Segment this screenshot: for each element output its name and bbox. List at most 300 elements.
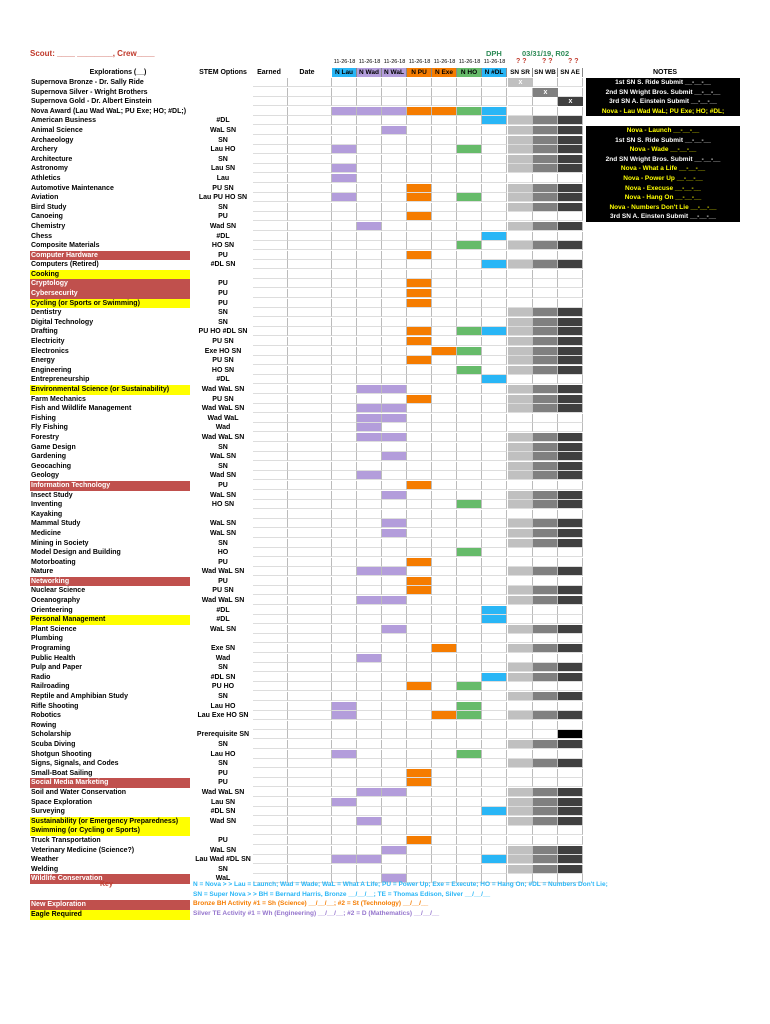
date-entry-cell[interactable]	[288, 625, 332, 634]
requirement-cell-ho	[457, 299, 482, 308]
earned-cell[interactable]	[253, 270, 288, 279]
earned-cell[interactable]	[253, 759, 288, 768]
requirement-cell-wb	[533, 625, 558, 634]
requirement-cell-exe	[432, 155, 457, 164]
requirement-cell-wb	[533, 107, 558, 116]
requirement-cell-exe	[432, 452, 457, 461]
requirement-cell-dl	[482, 78, 507, 87]
earned-cell[interactable]	[253, 625, 288, 634]
earned-cell[interactable]	[253, 702, 288, 711]
earned-cell[interactable]	[253, 375, 288, 384]
requirement-cell-sr	[508, 203, 533, 212]
requirement-cell-ho	[457, 337, 482, 346]
earned-cell[interactable]	[253, 798, 288, 807]
earned-cell[interactable]	[253, 644, 288, 653]
earned-cell[interactable]	[253, 865, 288, 874]
date-entry-cell[interactable]	[288, 375, 332, 384]
earned-cell[interactable]	[253, 318, 288, 327]
requirement-cell-sr	[508, 577, 533, 586]
requirement-cell-ae	[558, 682, 583, 691]
date-entry-cell[interactable]	[288, 443, 332, 452]
earned-cell[interactable]	[253, 481, 288, 490]
requirement-cell-pu	[407, 500, 432, 509]
exploration-name: Surveying	[31, 808, 65, 816]
requirement-cell-exe	[432, 491, 457, 500]
date-entry-cell[interactable]	[288, 529, 332, 538]
requirement-cell-wb	[533, 184, 558, 193]
date-entry-cell[interactable]	[288, 510, 332, 519]
date-entry-cell[interactable]	[288, 193, 332, 202]
requirement-cell-dl	[482, 222, 507, 231]
date-entry-cell[interactable]	[288, 308, 332, 317]
date-entry-cell[interactable]	[288, 596, 332, 605]
stem-options: Exe HO SN	[204, 347, 242, 355]
date-entry-cell[interactable]	[288, 807, 332, 816]
requirement-cell-pu	[407, 778, 432, 787]
date-entry-cell[interactable]	[288, 606, 332, 615]
date-entry-cell[interactable]	[288, 251, 332, 260]
requirement-cell-lau	[332, 395, 357, 404]
date-entry-cell[interactable]	[288, 452, 332, 461]
date-entry-cell[interactable]	[288, 289, 332, 298]
date-entry-cell[interactable]	[288, 826, 332, 835]
requirement-cell-wad	[357, 471, 382, 480]
date-entry-cell[interactable]	[288, 145, 332, 154]
requirement-cell-wb	[533, 548, 558, 557]
earned-cell[interactable]	[253, 586, 288, 595]
requirement-cell-sr	[508, 289, 533, 298]
earned-cell[interactable]	[253, 232, 288, 241]
date-entry-cell[interactable]	[288, 126, 332, 135]
exploration-name: Electronics	[31, 347, 69, 355]
requirement-cell-ae	[558, 452, 583, 461]
date-entry-cell[interactable]	[288, 232, 332, 241]
earned-cell[interactable]	[253, 289, 288, 298]
date-entry-cell[interactable]	[288, 798, 332, 807]
date-entry-cell[interactable]	[288, 356, 332, 365]
requirement-cell-ho	[457, 673, 482, 682]
date-entry-cell[interactable]	[288, 97, 332, 106]
requirement-cell-ae	[558, 500, 583, 509]
requirement-cell-wb	[533, 481, 558, 490]
date-entry-cell[interactable]	[288, 260, 332, 269]
requirement-cell-wb	[533, 443, 558, 452]
requirement-cell-wal	[382, 769, 407, 778]
requirement-cell-wad	[357, 711, 382, 720]
earned-cell[interactable]	[253, 251, 288, 260]
earned-cell[interactable]	[253, 778, 288, 787]
requirement-cell-ho	[457, 279, 482, 288]
requirement-cell-dl	[482, 817, 507, 826]
requirement-cell-lau	[332, 337, 357, 346]
requirement-cell-pu	[407, 865, 432, 874]
date-entry-cell[interactable]	[288, 491, 332, 500]
earned-cell[interactable]	[253, 136, 288, 145]
earned-cell[interactable]	[253, 539, 288, 548]
requirement-cell-exe	[432, 116, 457, 125]
date-entry-cell[interactable]	[288, 279, 332, 288]
scout-crew-field[interactable]: Scout: ____ ________, Crew____	[30, 49, 155, 58]
date-entry-cell[interactable]	[288, 558, 332, 567]
date-entry-cell[interactable]	[288, 567, 332, 576]
requirement-cell-ho	[457, 606, 482, 615]
earned-cell[interactable]	[253, 443, 288, 452]
requirement-cell-ho	[457, 663, 482, 672]
requirement-cell-sr	[508, 184, 533, 193]
earned-cell[interactable]	[253, 577, 288, 586]
requirement-cell-exe	[432, 164, 457, 173]
requirement-cell-ae	[558, 788, 583, 797]
requirement-cell-sr	[508, 443, 533, 452]
earned-cell[interactable]	[253, 126, 288, 135]
requirement-cell-wal	[382, 78, 407, 87]
earned-cell[interactable]	[253, 711, 288, 720]
requirement-cell-wad	[357, 462, 382, 471]
date-entry-cell[interactable]	[288, 423, 332, 432]
requirement-cell-dl	[482, 395, 507, 404]
date-entry-cell[interactable]	[288, 740, 332, 749]
date-entry-cell[interactable]	[288, 615, 332, 624]
earned-cell[interactable]	[253, 260, 288, 269]
earned-cell[interactable]	[253, 184, 288, 193]
requirement-cell-pu	[407, 404, 432, 413]
requirement-cell-dl	[482, 788, 507, 797]
requirement-cell-lau	[332, 750, 357, 759]
exploration-name: Entrepreneurship	[31, 376, 90, 384]
requirement-cell-sr	[508, 404, 533, 413]
earned-cell[interactable]	[253, 510, 288, 519]
requirement-cell-exe	[432, 711, 457, 720]
date-entry-cell[interactable]	[288, 337, 332, 346]
requirement-cell-dl	[482, 596, 507, 605]
requirement-cell-wad	[357, 692, 382, 701]
key-new-label: New Exploration	[31, 901, 86, 908]
date-entry-cell[interactable]	[288, 846, 332, 855]
earned-cell[interactable]	[253, 279, 288, 288]
earned-cell[interactable]	[253, 155, 288, 164]
exploration-name: Computer Hardware	[30, 251, 190, 261]
earned-cell[interactable]	[253, 471, 288, 480]
earned-cell[interactable]	[253, 663, 288, 672]
stem-options: Lau PU HO SN	[198, 194, 248, 202]
date-entry-cell[interactable]	[288, 414, 332, 423]
requirement-cell-sr	[508, 855, 533, 864]
earned-cell[interactable]	[253, 356, 288, 365]
requirement-cell-sr	[508, 270, 533, 279]
earned-cell[interactable]	[253, 846, 288, 855]
date-entry-cell[interactable]	[288, 788, 332, 797]
date-entry-cell[interactable]	[288, 155, 332, 164]
earned-cell[interactable]	[253, 347, 288, 356]
requirement-cell-wad	[357, 452, 382, 461]
requirement-cell-exe	[432, 337, 457, 346]
earned-cell[interactable]	[253, 529, 288, 538]
exploration-name: Scuba Diving	[31, 740, 76, 748]
earned-cell[interactable]	[253, 567, 288, 576]
earned-cell[interactable]	[253, 673, 288, 682]
date-entry-cell[interactable]	[288, 433, 332, 442]
earned-cell[interactable]	[253, 193, 288, 202]
earned-cell[interactable]	[253, 145, 288, 154]
earned-cell[interactable]	[253, 606, 288, 615]
earned-cell[interactable]	[253, 682, 288, 691]
earned-cell[interactable]	[253, 107, 288, 116]
earned-cell[interactable]	[253, 769, 288, 778]
exploration-name: Welding	[31, 865, 59, 873]
exploration-name: Fishing	[31, 414, 56, 422]
earned-cell[interactable]	[253, 414, 288, 423]
date-entry-cell[interactable]	[288, 730, 332, 739]
requirement-cell-wad	[357, 174, 382, 183]
requirement-cell-sr	[508, 539, 533, 548]
earned-cell[interactable]	[253, 404, 288, 413]
requirement-cell-wad	[357, 807, 382, 816]
requirement-cell-lau	[332, 817, 357, 826]
requirement-cell-wb	[533, 78, 558, 87]
earned-cell[interactable]	[253, 615, 288, 624]
earned-cell[interactable]	[253, 222, 288, 231]
requirement-cell-exe	[432, 682, 457, 691]
requirement-cell-sr	[508, 308, 533, 317]
date-entry-cell[interactable]	[288, 750, 332, 759]
earned-cell[interactable]	[253, 692, 288, 701]
requirement-cell-ho	[457, 539, 482, 548]
date-entry-cell[interactable]	[288, 212, 332, 221]
date-entry-cell[interactable]	[288, 318, 332, 327]
exploration-name: Fly Fishing	[31, 424, 68, 432]
earned-cell[interactable]	[253, 491, 288, 500]
requirement-cell-wad	[357, 356, 382, 365]
earned-cell[interactable]	[253, 807, 288, 816]
requirement-cell-pu	[407, 539, 432, 548]
earned-cell[interactable]	[253, 116, 288, 125]
date-entry-cell[interactable]	[288, 366, 332, 375]
earned-cell[interactable]	[253, 164, 288, 173]
date-entry-cell[interactable]	[288, 817, 332, 826]
exploration-name: Bird Study	[31, 203, 67, 211]
requirement-cell-ae	[558, 606, 583, 615]
requirement-cell-dl	[482, 193, 507, 202]
date-entry-cell[interactable]	[288, 347, 332, 356]
date-entry-cell[interactable]	[288, 222, 332, 231]
stem-options: Wad WaL SN	[201, 597, 245, 605]
requirement-cell-ae	[558, 577, 583, 586]
requirement-cell-lau	[332, 212, 357, 221]
requirement-cell-pu	[407, 836, 432, 845]
earned-cell[interactable]	[253, 826, 288, 835]
date-entry-cell[interactable]	[288, 702, 332, 711]
earned-cell[interactable]	[253, 750, 288, 759]
earned-cell[interactable]	[253, 634, 288, 643]
requirement-cell-wal	[382, 740, 407, 749]
exploration-name: Athletics	[31, 174, 61, 182]
requirement-cell-wb	[533, 155, 558, 164]
requirement-cell-wal	[382, 778, 407, 787]
requirement-cell-wad	[357, 673, 382, 682]
date-entry-cell[interactable]	[288, 270, 332, 279]
date-entry-cell[interactable]	[288, 203, 332, 212]
earned-cell[interactable]	[253, 654, 288, 663]
earned-cell[interactable]	[253, 78, 288, 87]
earned-cell[interactable]	[253, 721, 288, 730]
date-entry-cell[interactable]	[288, 471, 332, 480]
requirement-cell-lau	[332, 596, 357, 605]
date-cell: 11-26-18	[408, 59, 431, 65]
earned-cell[interactable]	[253, 385, 288, 394]
requirement-cell-wal	[382, 855, 407, 864]
earned-cell[interactable]	[253, 97, 288, 106]
date-entry-cell[interactable]	[288, 577, 332, 586]
requirement-cell-wad	[357, 107, 382, 116]
earned-cell[interactable]	[253, 740, 288, 749]
earned-cell[interactable]	[253, 423, 288, 432]
date-entry-cell[interactable]	[288, 327, 332, 336]
requirement-cell-sr	[508, 136, 533, 145]
earned-cell[interactable]	[253, 836, 288, 845]
date-entry-cell[interactable]	[288, 865, 332, 874]
earned-cell[interactable]	[253, 558, 288, 567]
earned-cell[interactable]	[253, 500, 288, 509]
date-entry-cell[interactable]	[288, 404, 332, 413]
requirement-cell-dl	[482, 778, 507, 787]
date-entry-cell[interactable]	[288, 462, 332, 471]
stem-options: Wad SN	[209, 222, 237, 230]
earned-cell[interactable]	[253, 395, 288, 404]
earned-cell[interactable]	[253, 788, 288, 797]
requirement-cell-wb	[533, 395, 558, 404]
date-entry-cell[interactable]	[288, 673, 332, 682]
date-entry-cell[interactable]	[288, 721, 332, 730]
date-entry-cell[interactable]	[288, 663, 332, 672]
date-entry-cell[interactable]	[288, 184, 332, 193]
earned-cell[interactable]	[253, 817, 288, 826]
requirement-cell-exe	[432, 97, 457, 106]
note-line: Nova - Numbers Don't Lie __-__-__	[586, 203, 740, 213]
requirement-cell-ae	[558, 855, 583, 864]
exploration-name: Geology	[31, 472, 60, 480]
earned-cell[interactable]	[253, 212, 288, 221]
date-entry-cell[interactable]	[288, 759, 332, 768]
stem-options: Lau	[216, 174, 230, 182]
requirement-cell-ho	[457, 270, 482, 279]
earned-cell[interactable]	[253, 241, 288, 250]
stem-options: PU	[218, 299, 228, 307]
date-entry-cell[interactable]	[288, 519, 332, 528]
date-entry-cell[interactable]	[288, 395, 332, 404]
date-entry-cell[interactable]	[288, 692, 332, 701]
date-entry-cell[interactable]	[288, 107, 332, 116]
date-entry-cell[interactable]	[288, 654, 332, 663]
date-entry-cell[interactable]	[288, 548, 332, 557]
date-entry-cell[interactable]	[288, 299, 332, 308]
earned-cell[interactable]	[253, 462, 288, 471]
requirement-cell-lau	[332, 471, 357, 480]
date-entry-cell[interactable]	[288, 855, 332, 864]
date-entry-cell[interactable]	[288, 634, 332, 643]
requirement-cell-sr	[508, 395, 533, 404]
requirement-cell-wad	[357, 539, 382, 548]
earned-cell[interactable]	[253, 327, 288, 336]
date-entry-cell[interactable]	[288, 78, 332, 87]
requirement-cell-sr	[508, 347, 533, 356]
earned-cell[interactable]	[253, 730, 288, 739]
requirement-cell-dl	[482, 375, 507, 384]
date-entry-cell[interactable]	[288, 481, 332, 490]
requirement-cell-exe	[432, 174, 457, 183]
earned-cell[interactable]	[253, 308, 288, 317]
exploration-name: Animal Science	[31, 126, 83, 134]
date-entry-cell[interactable]	[288, 136, 332, 145]
requirement-cell-wal	[382, 539, 407, 548]
earned-cell[interactable]	[253, 855, 288, 864]
stem-options: Lau HO	[210, 750, 236, 758]
date-entry-cell[interactable]	[288, 500, 332, 509]
exploration-name: Nova Award (Lau Wad WaL; PU Exe; HO; #DL;)	[31, 107, 187, 115]
earned-cell[interactable]	[253, 88, 288, 97]
date-entry-cell[interactable]	[288, 164, 332, 173]
earned-cell[interactable]	[253, 337, 288, 346]
stem-options: Lau Exe HO SN	[197, 712, 249, 720]
requirement-cell-pu	[407, 558, 432, 567]
requirement-cell-ho	[457, 126, 482, 135]
date-entry-cell[interactable]	[288, 385, 332, 394]
date-entry-cell[interactable]	[288, 836, 332, 845]
requirement-cell-wal	[382, 375, 407, 384]
earned-cell[interactable]	[253, 596, 288, 605]
requirement-cell-wad	[357, 855, 382, 864]
date-entry-cell[interactable]	[288, 644, 332, 653]
earned-cell[interactable]	[253, 519, 288, 528]
earned-cell[interactable]	[253, 174, 288, 183]
date-entry-cell[interactable]	[288, 769, 332, 778]
requirement-cell-exe	[432, 778, 457, 787]
date-entry-cell[interactable]	[288, 586, 332, 595]
earned-cell[interactable]	[253, 299, 288, 308]
requirement-cell-ho	[457, 347, 482, 356]
exploration-name: Automotive Maintenance	[31, 184, 114, 192]
requirement-cell-wal	[382, 519, 407, 528]
date-entry-cell[interactable]	[288, 174, 332, 183]
earned-cell[interactable]	[253, 203, 288, 212]
stem-options: Wad WaL SN	[201, 788, 245, 796]
requirement-cell-wal	[382, 577, 407, 586]
requirement-cell-dl	[482, 606, 507, 615]
requirement-cell-wb	[533, 126, 558, 135]
requirement-cell-wal	[382, 212, 407, 221]
earned-cell[interactable]	[253, 452, 288, 461]
date-entry-cell[interactable]	[288, 711, 332, 720]
requirement-cell-wb	[533, 385, 558, 394]
requirement-cell-wad	[357, 702, 382, 711]
date-entry-cell[interactable]	[288, 116, 332, 125]
stem-options: SN	[218, 462, 228, 470]
requirement-cell-pu	[407, 241, 432, 250]
earned-cell[interactable]	[253, 366, 288, 375]
requirement-cell-wal	[382, 548, 407, 557]
date-entry-cell[interactable]	[288, 241, 332, 250]
earned-cell[interactable]	[253, 548, 288, 557]
date-entry-cell[interactable]	[288, 88, 332, 97]
requirement-cell-ho	[457, 107, 482, 116]
date-entry-cell[interactable]	[288, 682, 332, 691]
date-entry-cell[interactable]	[288, 539, 332, 548]
requirement-cell-ho	[457, 203, 482, 212]
date-entry-cell[interactable]	[288, 778, 332, 787]
earned-cell[interactable]	[253, 433, 288, 442]
requirement-cell-wal	[382, 88, 407, 97]
requirement-cell-lau	[332, 846, 357, 855]
note-line: Nova - Hang On __-__-__	[586, 193, 740, 203]
